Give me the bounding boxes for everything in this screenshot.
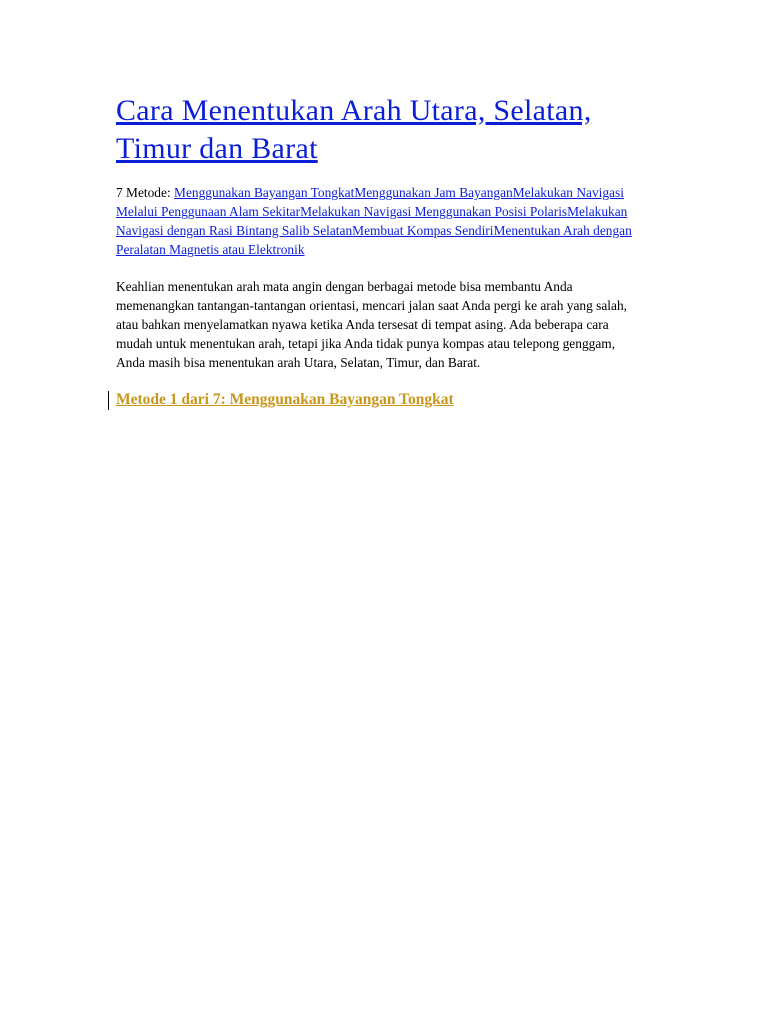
toc-link-4[interactable]: Melakukan Navigasi Menggunakan Posisi Polaris (300, 204, 568, 219)
toc-link-2[interactable]: Menggunakan Jam Bayangan (354, 185, 513, 200)
toc-link-3[interactable]: Melakukan Navigasi Melalui Penggunaan Alam Sekitar (116, 185, 624, 219)
text-cursor (108, 391, 109, 410)
toc-link-5[interactable]: Melakukan Navigasi dengan Rasi Bintang Salib Selatan (116, 204, 628, 238)
method-toc (116, 183, 656, 259)
toc-prefix: 7 Metode: (116, 185, 171, 200)
article-title-link[interactable]: Cara Menentukan Arah Utara, Selatan, Timur dan Barat (116, 94, 592, 165)
method-heading-link[interactable]: Metode 1 dari 7: Menggunakan Bayangan Tongkat (116, 391, 454, 408)
toc-link-6[interactable]: Membuat Kompas Sendiri (352, 223, 494, 238)
document-page (116, 92, 656, 411)
toc-link-1[interactable]: Menggunakan Bayangan Tongkat (174, 185, 355, 200)
method-heading (116, 389, 656, 411)
article-title (116, 92, 656, 168)
toc-link-7[interactable]: Menentukan Arah dengan Peralatan Magnetis atau Elektronik (116, 223, 632, 257)
intro-paragraph: Keahlian menentukan arah mata angin dengan berbagai metode bisa membantu Anda memenangkan tantangan-tantangan orientasi, mencari jalan saat Anda pergi ke arah yang salah, atau bahkan menyelamatkan nyawa ketika Anda tersesat di tempat asing. Ada beberapa cara mudah untuk menentukan arah, tetapi jika Anda tidak punya kompas atau telepong genggam, Anda masih bisa menentukan arah Utara, Selatan, Timur, dan Barat. (116, 279, 627, 370)
